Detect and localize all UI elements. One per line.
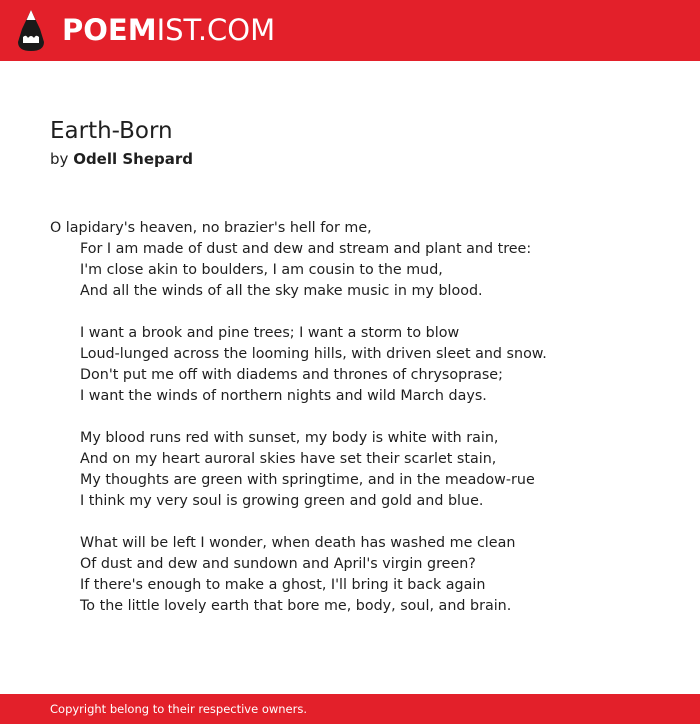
poem-line: And on my heart auroral skies have set their scarlet stain, xyxy=(80,451,497,467)
poem-line: I want a brook and pine trees; I want a storm to blow xyxy=(80,325,460,341)
poem-line: Of dust and dew and sundown and April's virgin green? xyxy=(80,556,476,572)
poem-line: My blood runs red with sunset, my body is white with rain, xyxy=(80,430,499,446)
poem-line: What will be left I wonder, when death has washed me clean xyxy=(80,535,516,551)
author-name: Odell Shepard xyxy=(73,150,194,168)
brand-bold: POEM xyxy=(62,13,157,47)
site-footer xyxy=(0,694,700,724)
poem-line: For I am made of dust and dew and stream and plant and tree: xyxy=(80,241,532,257)
stanza-gap xyxy=(50,407,670,428)
byline xyxy=(50,148,193,170)
poem-title: Earth-Born xyxy=(50,118,173,144)
copyright-notice: Copyright belong to their respective owners. xyxy=(50,702,308,716)
by-label: by xyxy=(50,150,69,168)
poem-line: To the little lovely earth that bore me, body, soul, and brain. xyxy=(80,598,512,614)
stanza-gap xyxy=(50,512,670,533)
poem-body xyxy=(50,218,670,617)
poem-line: I think my very soul is growing green and gold and blue. xyxy=(80,493,484,509)
site-header xyxy=(0,0,700,61)
site-logo[interactable] xyxy=(62,12,275,48)
stanza-gap xyxy=(50,302,670,323)
poem-line: Don't put me off with diadems and thrones of chrysoprase; xyxy=(80,367,503,383)
poem-line: If there's enough to make a ghost, I'll bring it back again xyxy=(80,577,486,593)
poem-line: I'm close akin to boulders, I am cousin to the mud, xyxy=(80,262,443,278)
poem-line: And all the winds of all the sky make music in my blood. xyxy=(80,283,483,299)
poem-line: Loud-lunged across the looming hills, with driven sleet and snow. xyxy=(80,346,547,362)
poem-line: I want the winds of northern nights and wild March days. xyxy=(80,388,487,404)
pencil-tip-icon[interactable] xyxy=(17,9,45,53)
brand-light: IST.COM xyxy=(156,13,276,47)
poem-line: My thoughts are green with springtime, and in the meadow-rue xyxy=(80,472,535,488)
poem-line: O lapidary's heaven, no brazier's hell for me, xyxy=(50,220,372,236)
